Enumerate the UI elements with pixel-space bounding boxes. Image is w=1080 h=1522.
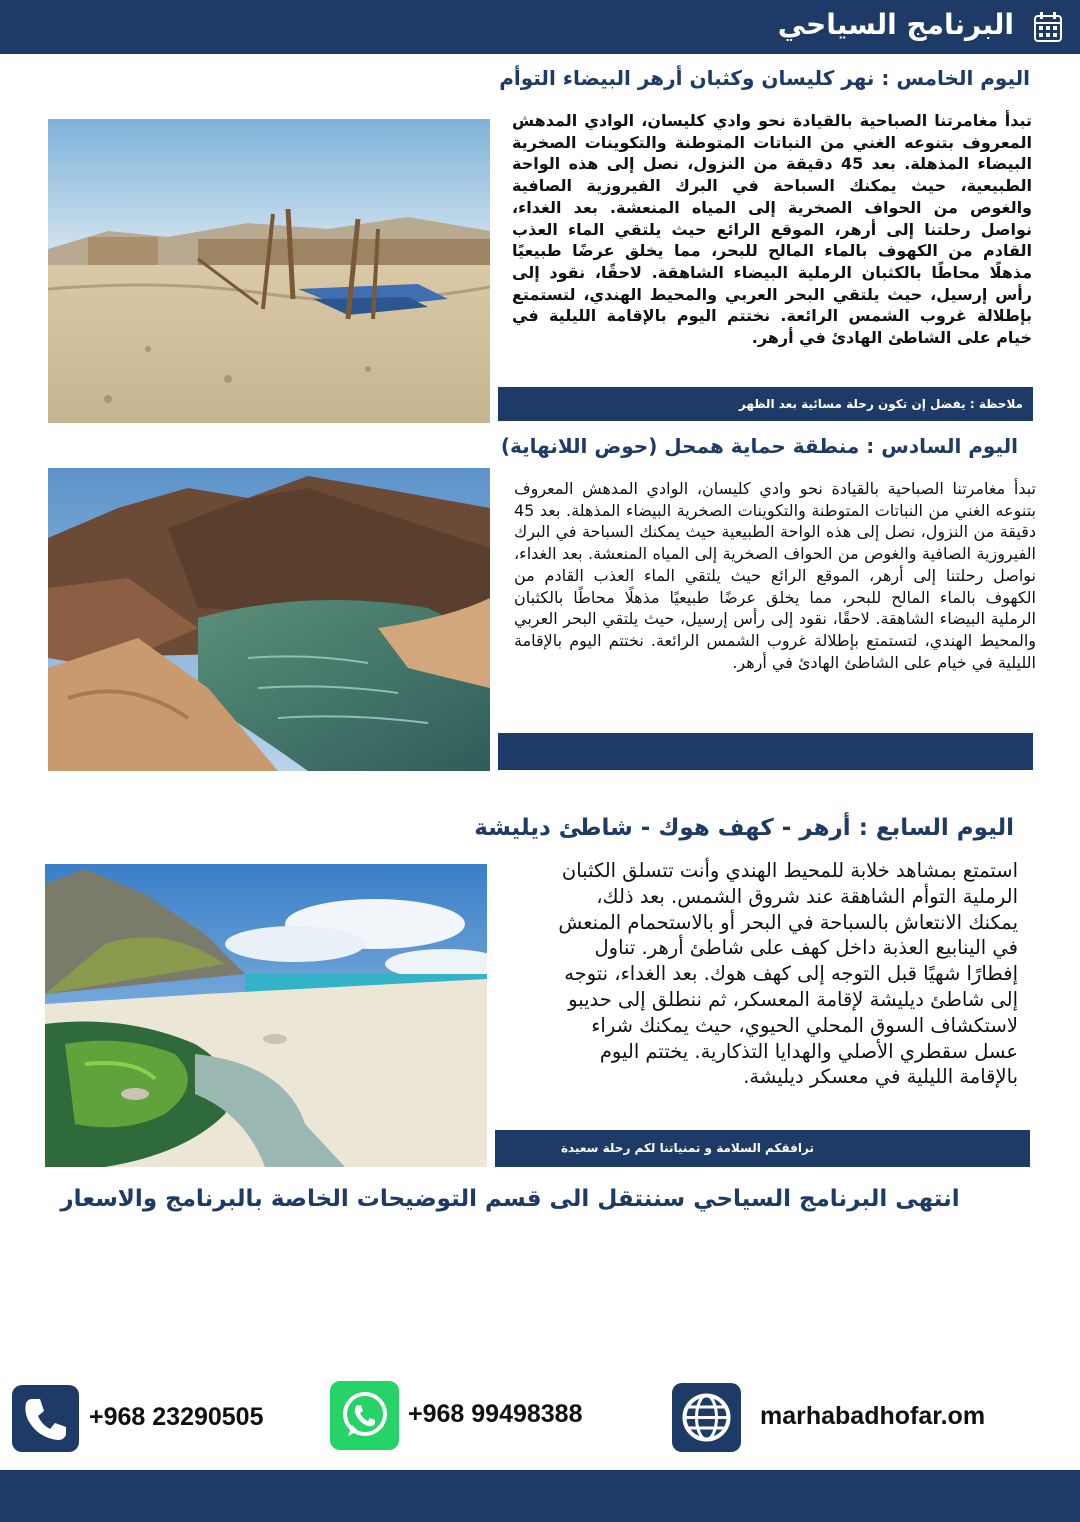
header-bar: [0, 0, 1080, 54]
day5-note: ملاحظة : يفضل إن تكون رحلة مسائية بعد الظهر: [738, 397, 1023, 411]
day7-note-bar: [495, 1130, 1030, 1167]
closing-message: انتهى البرنامج السياحي سننتقل الى قسم التوضيحات الخاصة بالبرنامج والاسعار: [60, 1186, 960, 1212]
day6-description: تبدأ مغامرتنا الصباحية بالقيادة نحو وادي كليسان، الوادي المدهش المعروف بتنوعه الغني من النباتات المتوطنة والتكوينات الصخرية البيضاء المذهلة. بعد 45 دقيقة من النزول، نصل إلى هذه الواحة الطبيعية حيث يمكنك السباحة في البرك الفيروزية الصافية والغوص من الحواف الصخرية إلى المياه المنعشة. بعد الغداء، نواصل رحلتنا إلى أرهر، الموقع الرائع حيث يلتقي الماء العذب القادم من الكهوف بالماء المالح للبحر، مما يخلق عرضًا طبيعيًا مذهلًا محاطًا بالكثبان الرملية البيضاء الشاهقة. لاحقًا، نقود إلى رأس إرسيل، حيث يلتقي البحر العربي والمحيط الهندي، لتستمتع بإطلالة غروب الشمس الرائعة. نختتم اليوم بالإقامة الليلية في خيام على الشاطئ الهادئ في أرهر.: [514, 479, 1036, 672]
page-title: البرنامج السياحي: [777, 8, 1014, 41]
whatsapp-number[interactable]: +968 99498388: [408, 1400, 583, 1428]
day7-description: استمتع بمشاهد خلابة للمحيط الهندي وأنت تتسلق الكثبان الرملية التوأم الشاهقة عند شروق الشمس. بعد ذلك، يمكنك الانتعاش بالسباحة في البحر أو بالاستحمام المنعش في الينابيع العذبة داخل كهف على شاطئ أرهر. تناول إفطارًا شهيًا قبل التوجه إلى كهف هوك. بعد الغداء، نتوجه إلى شاطئ ديليشة لإقامة المعسكر، ثم ننطلق إلى حديبو لاستكشاف السوق المحلي الحيوي، حيث يمكنك شراء عسل سقطري الأصلي والهدايا التذكارية. يختتم اليوم بالإقامة الليلية في معسكر ديليشة.: [558, 859, 1018, 1089]
phone-icon[interactable]: [12, 1385, 79, 1452]
day6-title: اليوم السادس : منطقة حماية همحل (حوض اللانهاية): [500, 434, 1018, 458]
phone-number[interactable]: +968 23290505: [89, 1403, 264, 1431]
globe-icon[interactable]: [672, 1383, 741, 1452]
day7-title: اليوم السابع : أرهر - كهف هوك - شاطئ ديليشة: [474, 815, 1014, 841]
day6-note-bar: [498, 733, 1033, 770]
website-link[interactable]: marhabadhofar.om: [760, 1402, 986, 1430]
footer-bar: [0, 1470, 1080, 1522]
day5-note-bar: [498, 387, 1033, 421]
day5-photo-beach-boats: [48, 119, 490, 423]
day5-title: اليوم الخامس : نهر كليسان وكثبان أرهر البيضاء التوأم: [499, 66, 1030, 90]
day7-photo-dihamri-coast: [45, 864, 487, 1167]
whatsapp-icon[interactable]: [330, 1381, 399, 1450]
day6-photo-infinity-pool: [48, 468, 490, 771]
day5-description: تبدأ مغامرتنا الصباحية بالقيادة نحو وادي كليسان، الوادي المدهش المعروف بتنوعه الغني من النباتات المتوطنة والتكوينات الصخرية البيضاء المذهلة. بعد 45 دقيقة من النزول، نصل إلى هذه الواحة الطبيعية، حيث يمكنك السباحة في البرك الفيروزية الصافية والغوص من الحواف الصخرية إلى المياه المنعشة. بعد الغداء، نواصل رحلتنا إلى أرهر، الموقع الرائع حيث يلتقي الماء العذب القادم من الكهوف بالماء المالح للبحر، مما يخلق عرضًا طبيعيًا مذهلًا محاطًا بالكثبان الرملية البيضاء الشاهقة. لاحقًا، نقود إلى رأس إرسيل، حيث يلتقي البحر العربي والمحيط الهندي، لتستمتع بإطلالة غروب الشمس الرائعة. نختتم اليوم بالإقامة الليلية في خيام على الشاطئ الهادئ في أرهر.: [512, 111, 1032, 348]
calendar-icon: [1034, 12, 1062, 42]
day7-note: ترافقكم السلامة و تمنياتنا لكم رحلة سعيدة: [560, 1141, 814, 1155]
